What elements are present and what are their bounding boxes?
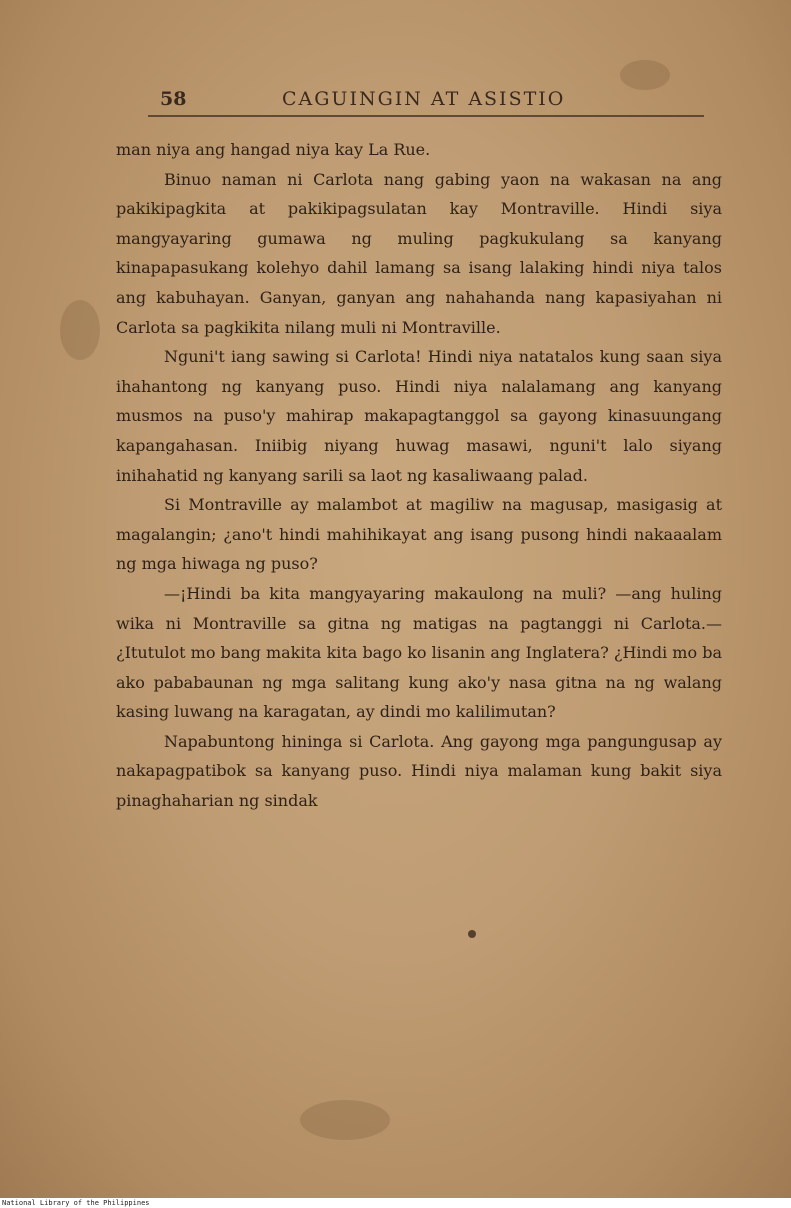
running-head: CAGUINGIN AT ASISTIO [282,88,566,110]
paragraph: Si Montraville ay malambot at magiliw na magusap, masigasig at magalangin; ¿ano't hindi mahihikayat ang isang pusong hindi nakaaalam ng mga hiwaga ng puso? [116,495,722,574]
foxing-spot [620,60,670,90]
library-credit: National Library of the Philippines [2,1199,150,1207]
page-number: 58 [160,88,187,110]
foxing-spot [300,1100,390,1140]
body-text [116,135,722,816]
paragraph: Nguni't iang sawing si Carlota! Hindi niya natatalos kung saan siya ihahantong ng kanyang puso. Hindi niya nalalamang ang kanyang musmos na puso'y mahirap makapagtanggol sa gayong kinasuungang kapangahasan. Iniibig niyang huwag masawi, nguni't lalo siyang inihahatid ng kanyang sarili sa laot ng kasaliwaang palad. [116,347,722,485]
header-rule [148,115,704,117]
paragraph: —¡Hindi ba kita mangyayaring makaulong na muli? —ang huling wika ni Montraville sa gitna ng matigas na pagtanggi ni Carlota.—¿Itutulot mo bang makita kita bago ko lisanin ang Inglatera? ¿Hindi mo ba ako pababaunan ng mga salitang kung ako'y nasa gitna na ng walang kasing luwang na karagatan, ay dindi mo kalilimutan? [116,583,722,722]
paragraph: man niya ang hangad niya kay La Rue. [116,140,431,159]
foxing-spot [468,930,476,938]
foxing-spot [60,300,100,360]
paragraph: Napabuntong hininga si Carlota. Ang gayong mga pangungusap ay nakapagpatibok sa kanyang puso. Hindi niya malaman kung bakit siya pinaghaharian ng sindak [116,731,722,811]
page-header [150,88,710,114]
paragraph: Binuo naman ni Carlota nang gabing yaon na wakasan na ang pakikipagkita at pakikipagsulatan kay Montraville. Hindi siya mangyayaring gumawa ng muling pagkukulang sa kanyang kinapapasukang kolehyo dahil lamang sa isang lalaking hindi niya talos ang kabuhayan. Ganyan, ganyan ang nahahanda nang kapasiyahan ni Carlota sa pagkikita nilang muli ni Montraville. [116,169,722,337]
